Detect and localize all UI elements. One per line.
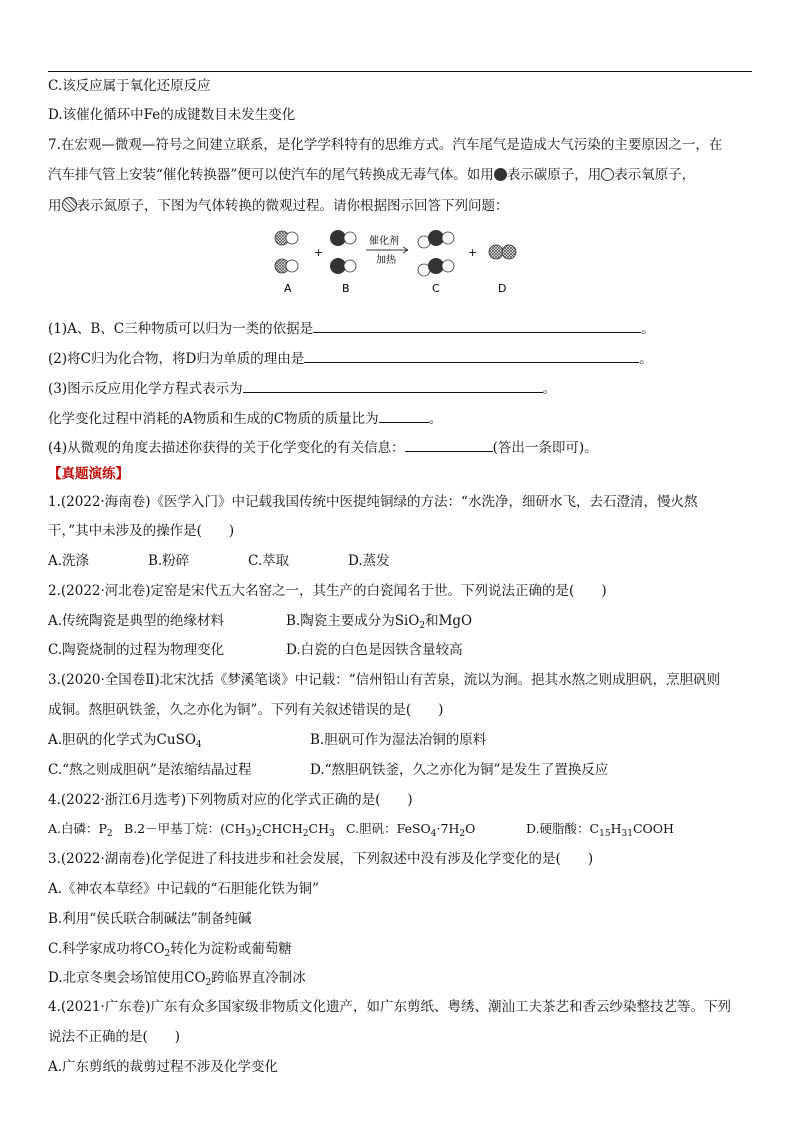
reaction-diagram [262, 224, 532, 296]
option-a[interactable]: A.洗涤 [48, 553, 90, 569]
sub-question-1: (1)A、B、C三种物质可以归为一类的依据是 。 [48, 321, 655, 337]
problem-2-stem: 2.(2022·河北卷)定窑是宋代五大名窑之一，其生产的白瓷闻名于世。下列说法正确的是( ) [48, 583, 607, 599]
molecule-a-top [275, 231, 298, 245]
problem-5-stem: 3.(2022·湖南卷)化学促进了科技进步和社会发展，下列叙述中没有涉及化学变化的是( ) [48, 851, 594, 867]
option-d[interactable]: D.白瓷的白色是因铁含量较高 [286, 642, 463, 658]
label-d: D [498, 282, 507, 295]
section-heading: 【真题演练】 [48, 466, 129, 482]
molecule-d [489, 245, 516, 259]
carbon-atom-icon [494, 168, 507, 181]
catalyst-label: 催化剂 [369, 236, 399, 247]
option-c[interactable]: C.胆矾：$FeSO_4\cdot 7H_2O$ [346, 821, 476, 839]
sub-question-3: (3)图示反应用化学方程式表示为 。 [48, 381, 557, 397]
problem-2-options-cd [48, 641, 752, 659]
problem-1-options [48, 552, 752, 570]
molecule-b-top [330, 230, 356, 246]
option-d[interactable]: D.硬脂酸：$C_{15}H_{31}COOH$ [526, 821, 674, 839]
option-d-line: D.该催化循环中Fe的成键数目未发生变化 [48, 107, 296, 123]
oxygen-atom-icon [601, 168, 614, 181]
problem-3-line-2: 成铜。熬胆矾铁釜，久之亦化为铜”。下列有关叙述错误的是( ) [48, 702, 444, 718]
sub-question-3b: 化学变化过程中消耗的A物质和生成的C物质的质量比为 。 [48, 411, 443, 427]
option-a[interactable]: A.《神农本草经》中记载的“石胆能化铁为铜” [48, 881, 319, 897]
answer-blank[interactable] [313, 320, 641, 333]
problem-1-line-2: 干，”其中未涉及的操作是( ) [48, 523, 235, 539]
option-a[interactable]: A.白磷：$P_2$ [48, 821, 113, 839]
option-d[interactable]: D.“熬胆矾铁釜，久之亦化为铜”是发生了置换反应 [310, 762, 609, 778]
option-b[interactable]: B.胆矾可作为湿法冶铜的原料 [310, 732, 487, 748]
label-a: A [284, 282, 292, 295]
answer-blank[interactable] [243, 380, 543, 393]
option-a[interactable]: A.胆矾的化学式为CuSO$_4$ [48, 732, 202, 750]
option-c-line: C.该反应属于氧化还原反应 [48, 78, 211, 94]
molecule-c-top [418, 230, 454, 248]
option-b[interactable]: B.2－甲基丁烷：$(CH_3)_2CHCH_2CH_3$ [124, 821, 335, 839]
problem-3-line-1: 3.(2020·全国卷Ⅱ)北宋沈括《梦溪笔谈》中记载：“信州铅山有苦泉，流以为涧。挹其水熬之则成胆矾，烹胆矾则 [48, 672, 721, 688]
answer-blank[interactable] [405, 439, 493, 452]
option-b[interactable]: B.陶瓷主要成分为SiO$_2$和MgO [286, 613, 473, 631]
problem-1-line-1: 1.(2022·海南卷)《医学入门》中记载我国传统中医提纯铜绿的方法：“水洗净，细研水飞，去石澄清，慢火熬 [48, 494, 698, 510]
problem-6-line-2: 说法不正确的是( ) [48, 1029, 181, 1045]
problem-6-line-1: 4.(2021·广东卷)广东有众多国家级非物质文化遗产，如广东剪纸、粤绣、潮汕工夫茶艺和香云纱染整技艺等。下列 [48, 999, 732, 1015]
plus-sign: + [468, 246, 478, 259]
option-c[interactable]: C.科学家成功将$CO_2$转化为淀粉或葡萄糖 [48, 941, 292, 959]
answer-blank[interactable] [304, 350, 639, 363]
molecule-c-bottom [418, 258, 454, 276]
option-a[interactable]: A.广东剪纸的裁剪过程不涉及化学变化 [48, 1059, 279, 1075]
option-b[interactable]: B.利用“侯氏联合制碱法”制备纯碱 [48, 911, 252, 927]
option-c[interactable]: C.陶瓷烧制的过程为物理变化 [48, 642, 225, 658]
problem-4-stem: 4.(2022·浙江6月选考)下列物质对应的化学式正确的是( ) [48, 792, 413, 808]
plus-sign: + [314, 246, 324, 259]
question-7-line-2: 汽车排气管上安装“催化转换器”便可以使汽车的尾气转换成无毒气体。如用 表示碳原子，用 表示氧原子， [48, 167, 696, 183]
problem-3-options-ab [48, 731, 752, 749]
sub-question-4: (4)从微观的角度去描述你获得的关于化学变化的有关信息： (答出一条即可)。 [48, 440, 598, 456]
top-rule [48, 71, 752, 72]
option-d[interactable]: D.北京冬奥会场馆使用$CO_2$跨临界直冷制冰 [48, 970, 306, 988]
molecule-a-bottom [275, 259, 298, 273]
option-c[interactable]: C.“熬之则成胆矾”是浓缩结晶过程 [48, 762, 252, 778]
option-a[interactable]: A.传统陶瓷是典型的绝缘材料 [48, 613, 225, 629]
label-c: C [432, 282, 440, 295]
problem-4-options [48, 820, 752, 838]
molecule-b-bottom [330, 258, 356, 274]
option-d[interactable]: D.蒸发 [348, 553, 390, 569]
question-7-line-1: 7.在宏观—微观—符号之间建立联系，是化学学科特有的思维方式。汽车尾气是造成大气污染的主要原因之一，在 [48, 137, 723, 153]
nitrogen-atom-icon [62, 197, 77, 212]
option-c[interactable]: C.萃取 [248, 553, 290, 569]
sub-question-2: (2)将C归为化合物，将D归为单质的理由是 。 [48, 351, 653, 367]
heat-label: 加热 [376, 255, 396, 266]
question-7-line-3: 用 表示氮原子，下图为气体转换的微观过程。请你根据图示回答下列问题： [48, 198, 509, 214]
problem-3-options-cd [48, 761, 752, 779]
option-b[interactable]: B.粉碎 [148, 553, 190, 569]
answer-blank[interactable] [379, 410, 429, 423]
label-b: B [342, 282, 350, 295]
problem-2-options-ab [48, 612, 752, 630]
